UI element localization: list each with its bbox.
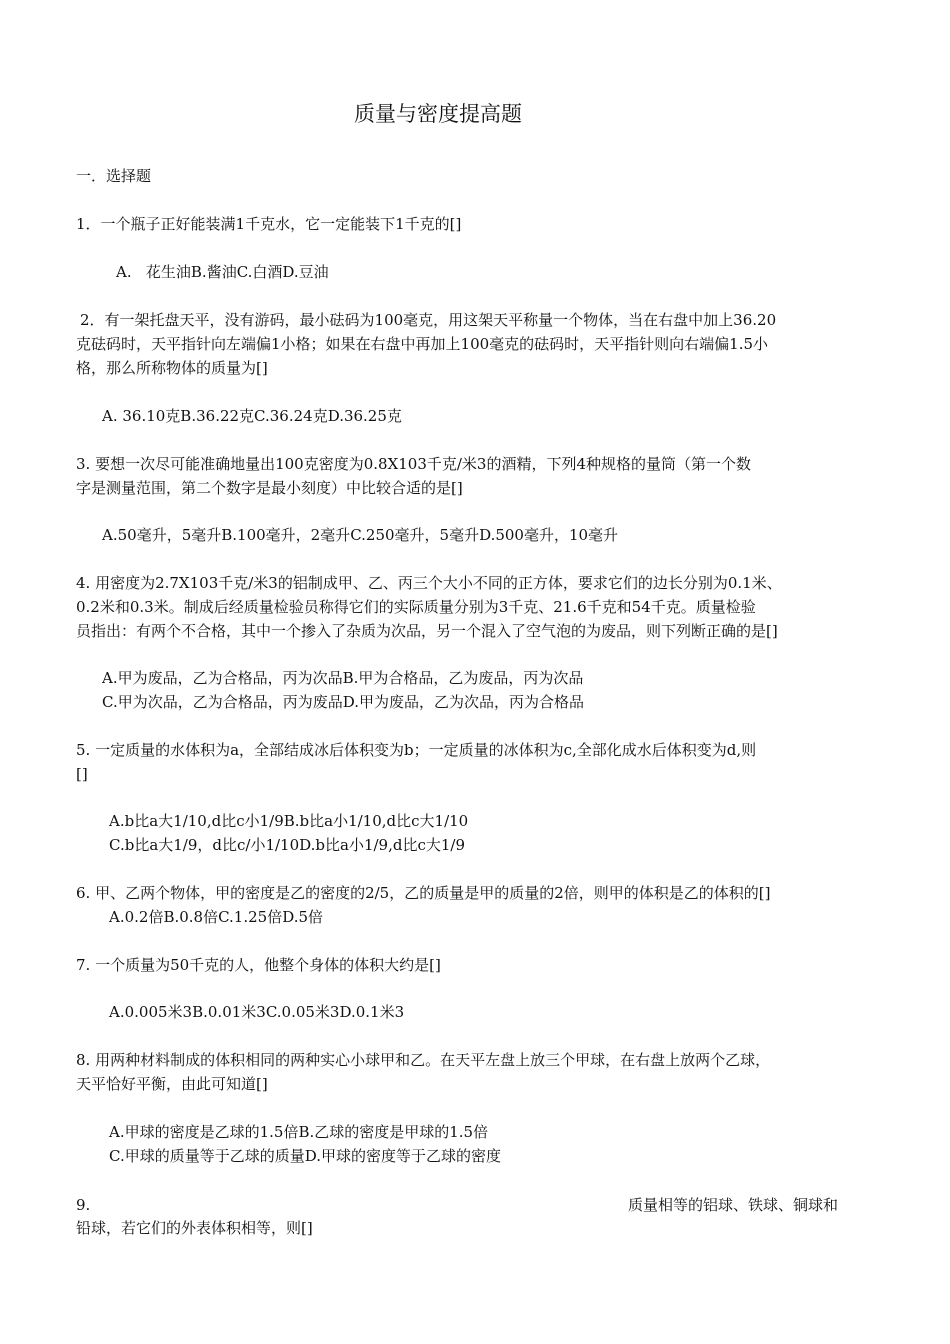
- page-title: 质量与密度提高题: [354, 102, 522, 126]
- question-2-stem-line-1: 2．有一架托盘天平，没有游码，最小砝码为100毫克，用这架天平称量一个物体，当在右盘中加上36.20: [80, 311, 777, 329]
- question-3-options: A.50毫升，5毫升B.100毫升，2毫升C.250毫升，5毫升D.500毫升，10毫升: [102, 526, 619, 544]
- question-8-options-line-2: C.甲球的质量等于乙球的质量D.甲球的密度等于乙球的密度: [109, 1147, 501, 1165]
- question-6-stem: 6. 甲、乙两个物体，甲的密度是乙的密度的2/5，乙的质量是甲的质量的2倍，则甲的体积是乙的体积的[]: [76, 884, 771, 902]
- question-9-number: 9.: [76, 1196, 91, 1214]
- question-5-options-line-2: C.b比a大1/9，d比c/小1/10D.b比a小1/9,d比c大1/9: [109, 836, 465, 854]
- question-1-stem: 1．一个瓶子正好能装满1千克水，它一定能装下1千克的[]: [76, 215, 462, 233]
- question-9-stem-line-1: 质量相等的铝球、铁球、铜球和: [628, 1196, 839, 1214]
- question-4-stem-line-2: 0.2米和0.3米。制成后经质量检验员称得它们的实际质量分别为3千克、21.6千克和54千克。质量检验: [76, 598, 756, 616]
- question-8-stem-line-1: 8. 用两种材料制成的体积相同的两种实心小球甲和乙。在天平左盘上放三个甲球，在右盘上放两个乙球，: [76, 1051, 771, 1069]
- question-4-stem-line-3: 员指出：有两个不合格，其中一个掺入了杂质为次品，另一个混入了空气泡的为废品，则下列断正确的是[]: [76, 622, 778, 640]
- question-4-options-line-2: C.甲为次品，乙为合格品，丙为废品D.甲为废品，乙为次品，丙为合格品: [102, 693, 584, 711]
- question-8-stem-line-2: 天平恰好平衡，由此可知道[]: [76, 1075, 268, 1093]
- question-2-options: A. 36.10克B.36.22克C.36.24克D.36.25克: [102, 407, 402, 425]
- question-7-options: A.0.005米3B.0.01米3C.0.05米3D.0.1米3: [109, 1003, 405, 1021]
- section-heading: 一．选择题: [76, 167, 152, 185]
- question-2-stem-line-2: 克砝码时，天平指针向左端偏1小格；如果在右盘中再加上100毫克的砝码时，天平指针则向右端偏1.5小: [76, 335, 769, 353]
- question-9-stem-line-2: 铅球，若它们的外表体积相等，则[]: [76, 1219, 313, 1237]
- question-7-stem: 7. 一个质量为50千克的人，他整个身体的体积大约是[]: [76, 956, 441, 974]
- question-5-stem-line-2: []: [76, 765, 88, 783]
- question-2-stem-line-3: 格，那么所称物体的质量为[]: [76, 359, 268, 377]
- question-3-stem-line-2: 字是测量范围，第二个数字是最小刻度）中比较合适的是[]: [76, 479, 463, 497]
- question-5-options-line-1: A.b比a大1/10,d比c小1/9B.b比a小1/10,d比c大1/10: [109, 812, 469, 830]
- question-4-options-line-1: A.甲为废品，乙为合格品，丙为次品B.甲为合格品，乙为废品，丙为次品: [102, 669, 584, 687]
- question-4-stem-line-1: 4. 用密度为2.7X103千克/米3的铝制成甲、乙、丙三个大小不同的正方体，要求它们的边长分别为0.1米、: [76, 574, 782, 592]
- question-1-options: A. 花生油B.酱油C.白酒D.豆油: [116, 263, 329, 281]
- question-8-options-line-1: A.甲球的密度是乙球的1.5倍B.乙球的密度是甲球的1.5倍: [109, 1123, 489, 1141]
- question-3-stem-line-1: 3. 要想一次尽可能准确地量出100克密度为0.8X103千克/米3的酒精，下列4种规格的量筒（第一个数: [76, 455, 752, 473]
- question-6-options: A.0.2倍B.0.8倍C.1.25倍D.5倍: [109, 908, 324, 926]
- question-5-stem-line-1: 5. 一定质量的水体积为a，全部结成冰后体积变为b；一定质量的冰体积为c,全部化成水后体积变为d,则: [76, 741, 757, 759]
